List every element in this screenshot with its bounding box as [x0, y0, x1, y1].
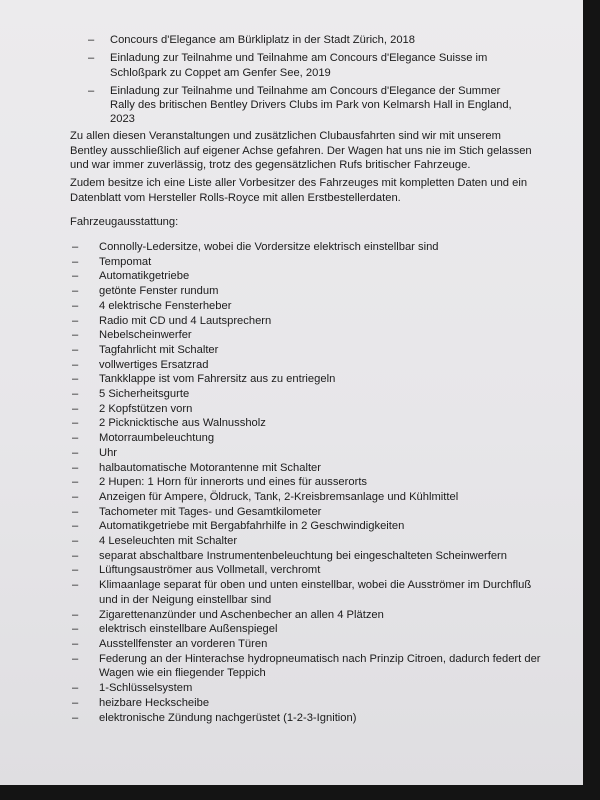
equipment-item: [72, 284, 542, 299]
equipment-item-text: Tagfahrlicht mit Schalter: [99, 343, 219, 356]
equipment-item-text: 4 Leseleuchten mit Schalter: [99, 535, 238, 548]
equipment-item-text: Zigarettenanzünder und Aschenbecher an allen 4 Plätzen: [99, 608, 384, 621]
equipment-item-text: Automatikgetriebe: [99, 270, 190, 283]
equipment-item: [72, 711, 542, 726]
equipment-item-text: Ausstellfenster an vorderen Türen: [99, 637, 268, 650]
equipment-item-text: vollwertiges Ersatzrad: [99, 358, 209, 371]
bullet-dash-icon: –: [72, 549, 79, 562]
equipment-item-text: 5 Sicherheitsgurte: [99, 388, 190, 401]
bullet-dash-icon: –: [72, 432, 79, 445]
bullet-dash-icon: –: [72, 535, 79, 548]
bullet-dash-icon: –: [72, 255, 79, 268]
equipment-heading: Fahrzeugausstattung:: [70, 216, 179, 228]
equipment-item-text: Tankklappe ist vom Fahrersitz aus zu entriegeln: [99, 373, 336, 386]
events-list: [88, 33, 528, 131]
equipment-item-text: 2 Kopfstützen vorn: [99, 402, 193, 415]
bullet-dash-icon: –: [72, 490, 79, 503]
equipment-item-text: Anzeigen für Ampere, Öldruck, Tank, 2-Kreisbremsanlage und Kühlmittel: [99, 490, 459, 503]
equipment-item: [72, 563, 542, 578]
event-item: [88, 84, 528, 127]
equipment-item: [72, 240, 542, 255]
bullet-dash-icon: –: [72, 314, 79, 327]
bullet-dash-icon: –: [72, 608, 79, 621]
equipment-item: [72, 578, 542, 607]
equipment-item-text: separat abschaltbare Instrumentenbeleuchtung bei eingeschalteten Scheinwerfern: [99, 549, 507, 562]
bullet-dash-icon: –: [72, 652, 79, 665]
equipment-item: [72, 446, 542, 461]
bullet-dash-icon: –: [72, 476, 79, 489]
equipment-item-text: elektrisch einstellbare Außenspiegel: [99, 623, 278, 636]
equipment-item: [72, 608, 542, 623]
bullet-dash-icon: –: [72, 417, 79, 430]
equipment-item: [72, 431, 542, 446]
bullet-dash-icon: –: [72, 402, 79, 415]
bullet-dash-icon: –: [72, 358, 79, 371]
equipment-item: [72, 402, 542, 417]
bullet-dash-icon: –: [72, 711, 79, 724]
equipment-item-text: Tempomat: [99, 255, 152, 268]
event-item: [88, 51, 528, 80]
event-item-text: Concours d'Elegance am Bürkliplatz in der Stadt Zürich, 2018: [110, 34, 415, 46]
equipment-list: [72, 240, 542, 725]
equipment-item-text: Tachometer mit Tages- und Gesamtkilometer: [99, 505, 322, 518]
bullet-dash-icon: –: [72, 373, 79, 386]
equipment-item: [72, 681, 542, 696]
equipment-item: [72, 549, 542, 564]
equipment-item: [72, 534, 542, 549]
equipment-item-text: Nebelscheinwerfer: [99, 329, 192, 342]
bullet-dash-icon: –: [72, 505, 79, 518]
bullet-dash-icon: –: [88, 84, 95, 97]
equipment-item: [72, 490, 542, 505]
equipment-item-text: Radio mit CD und 4 Lautsprechern: [99, 314, 272, 327]
equipment-item: [72, 328, 542, 343]
event-item: [88, 33, 528, 47]
equipment-item: [72, 299, 542, 314]
equipment-item: [72, 652, 542, 681]
equipment-item-text: Klimaanlage separat für oben und unten einstellbar, wobei die Ausströmer im Durchfluß und in der Neigung einstellbar sind: [99, 579, 532, 606]
equipment-item-text: Automatikgetriebe mit Bergabfahrhilfe in 2 Geschwindigkeiten: [99, 520, 405, 533]
bullet-dash-icon: –: [72, 285, 79, 298]
bullet-dash-icon: –: [72, 579, 79, 592]
equipment-item-text: 4 elektrische Fensterheber: [99, 299, 232, 312]
equipment-item: [72, 358, 542, 373]
equipment-item: [72, 622, 542, 637]
equipment-item-text: halbautomatische Motorantenne mit Schalter: [99, 461, 322, 474]
equipment-item-text: 2 Picknicktische aus Walnussholz: [99, 417, 266, 430]
bullet-dash-icon: –: [72, 637, 79, 650]
bullet-dash-icon: –: [72, 682, 79, 695]
equipment-item: [72, 461, 542, 476]
event-item-text: Einladung zur Teilnahme und Teilnahme am Concours d'Elegance der Summer Rally des britischen Bentley Drivers Clubs im Park von Kelmarsh Hall in England, 2023: [110, 84, 512, 126]
bullet-dash-icon: –: [72, 520, 79, 533]
bullet-dash-icon: –: [72, 461, 79, 474]
bullet-dash-icon: –: [88, 34, 95, 46]
bullet-dash-icon: –: [72, 241, 79, 253]
bullet-dash-icon: –: [72, 270, 79, 283]
equipment-item: [72, 416, 542, 431]
equipment-item-text: Connolly-Ledersitze, wobei die Vordersitze elektrisch einstellbar sind: [99, 241, 439, 253]
equipment-item-text: Uhr: [99, 446, 118, 459]
bullet-dash-icon: –: [72, 696, 79, 709]
bullet-dash-icon: –: [72, 329, 79, 342]
equipment-item-text: 1-Schlüsselsystem: [99, 682, 193, 695]
bullet-dash-icon: –: [72, 343, 79, 356]
equipment-item: [72, 387, 542, 402]
equipment-item: [72, 269, 542, 284]
equipment-item-text: Lüftungsauströmer aus Vollmetall, verchromt: [99, 564, 321, 577]
equipment-item: [72, 519, 542, 534]
equipment-item: [72, 505, 542, 520]
equipment-item-text: 2 Hupen: 1 Horn für innerorts und eines für ausserorts: [99, 476, 368, 489]
bullet-dash-icon: –: [72, 564, 79, 577]
equipment-item-text: Federung an der Hinterachse hydropneumatisch nach Prinzip Citroen, dadurch federt der Wagen wie ein fliegender Teppich: [99, 652, 541, 680]
equipment-item: [72, 637, 542, 652]
equipment-item-text: getönte Fenster rundum: [99, 285, 219, 298]
bullet-dash-icon: –: [72, 388, 79, 401]
equipment-item: [72, 372, 542, 387]
bullet-dash-icon: –: [88, 52, 95, 65]
equipment-item-text: Motorraumbeleuchtung: [99, 432, 215, 445]
bullet-dash-icon: –: [72, 299, 79, 312]
equipment-item: [72, 314, 542, 329]
bullet-dash-icon: –: [72, 623, 79, 636]
bullet-dash-icon: –: [72, 446, 79, 459]
paragraph-owners: Zudem besitze ich eine Liste aller Vorbesitzer des Fahrzeuges mit kompletten Daten und ein Datenblatt vom Hersteller Rolls-Royce mit allen Erstbestellerdaten.: [70, 177, 528, 204]
equipment-item: [72, 475, 542, 490]
equipment-item-text: heizbare Heckscheibe: [99, 696, 210, 709]
paragraph-trips: Zu allen diesen Veranstaltungen und zusätzlichen Clubausfahrten sind wir mit unserem Bentley ausschließlich auf eigener Achse gefahren. Der Wagen hat uns nie im Stich gelassen und war immer zuverlässig, trotz des gegensätzlichen Rufs britischer Fahrzeuge.: [70, 130, 532, 172]
event-item-text: Einladung zur Teilnahme und Teilnahme am Concours d'Elegance Suisse im Schloßpark zu Coppet am Genfer See, 2019: [110, 52, 488, 79]
equipment-item: [72, 255, 542, 270]
equipment-item: [72, 343, 542, 358]
equipment-item: [72, 696, 542, 711]
equipment-item-text: elektronische Zündung nachgerüstet (1-2-3-Ignition): [99, 711, 357, 724]
